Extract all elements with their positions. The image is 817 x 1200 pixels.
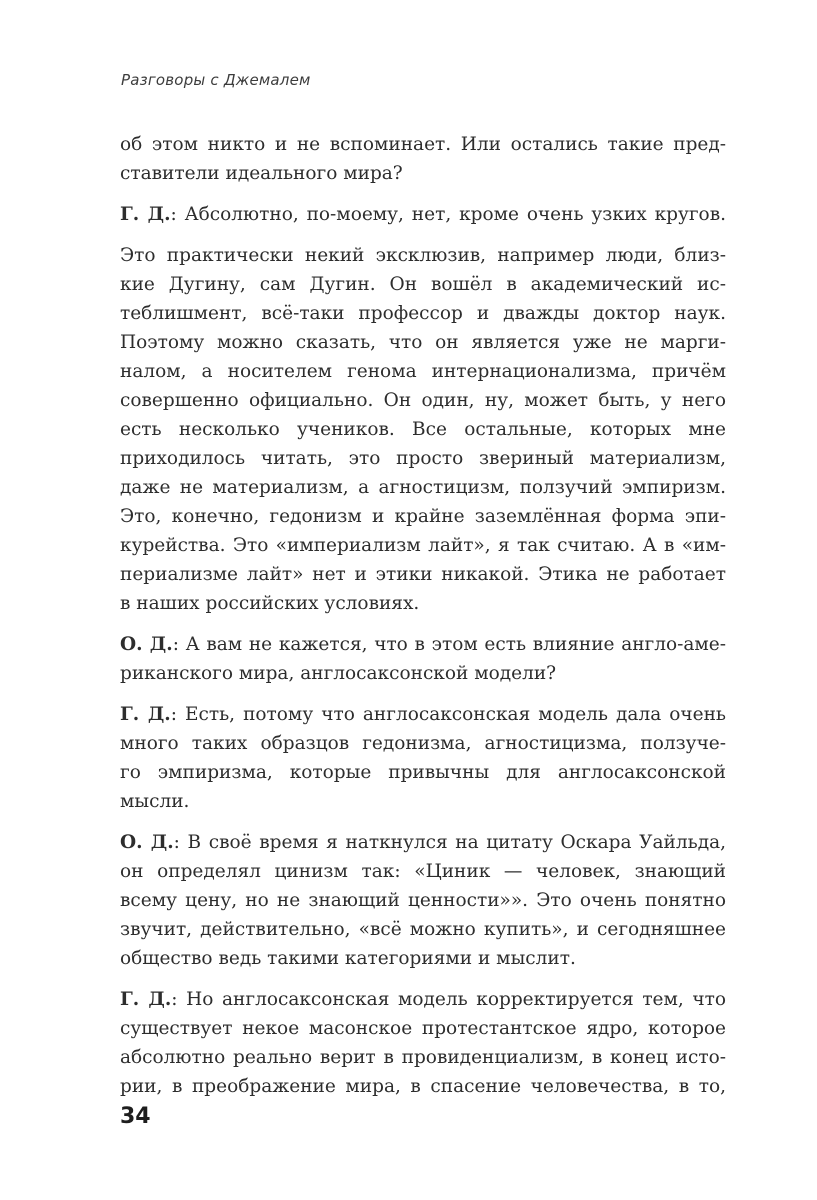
text-line: всему цену, но не знающий ценности»». Это очень понятно bbox=[120, 890, 726, 911]
paragraph bbox=[120, 200, 726, 229]
text-line: риканского мира, англосаксонской модели? bbox=[120, 663, 557, 684]
text-line: го эмпиризма, которые привычны для англосаксонской bbox=[120, 762, 726, 783]
text-line: приходилось читать, это просто звериный материализм, bbox=[120, 448, 726, 469]
page-text bbox=[120, 130, 726, 1113]
running-head: Разговоры с Джемалем bbox=[121, 71, 311, 89]
text-line: Г. Д.: Абсолютно, по-моему, нет, кроме очень узких кругов. bbox=[120, 204, 726, 225]
paragraph bbox=[120, 241, 726, 618]
text-line: Это практически некий эксклюзив, например люди, близ- bbox=[120, 245, 726, 266]
text-line: Это, конечно, гедонизм и крайне заземлённая форма эпи- bbox=[120, 506, 726, 527]
paragraph bbox=[120, 630, 726, 688]
paragraph bbox=[120, 700, 726, 816]
text-line: кие Дугину, сам Дугин. Он вошёл в академический ис- bbox=[120, 274, 726, 295]
text-line: об этом никто и не вспоминает. Или остались такие пред- bbox=[120, 134, 726, 155]
speaker-label: Г. Д. bbox=[120, 704, 171, 725]
text-line: О. Д.: А вам не кажется, что в этом есть влияние англо-аме- bbox=[120, 634, 727, 655]
paragraph bbox=[120, 828, 726, 973]
text-line: рии, в преображение мира, в спасение человечества, в то, bbox=[120, 1076, 726, 1097]
text-line: даже не материализм, а агностицизм, ползучий эмпиризм. bbox=[120, 477, 726, 498]
speaker-label: Г. Д. bbox=[120, 989, 172, 1010]
text-line: налом, а носителем генома интернационализма, причём bbox=[120, 361, 726, 382]
text-line: есть несколько учеников. Все остальные, которых мне bbox=[120, 419, 726, 440]
text-line: существует некое масонское протестантское ядро, которое bbox=[120, 1018, 726, 1039]
text-line: он определял цинизм так: «Циник — человек, знающий bbox=[120, 861, 726, 882]
text-line: Г. Д.: Но англосаксонская модель корректируется тем, что bbox=[120, 989, 726, 1010]
text-line: звучит, действительно, «всё можно купить», и сегодняшнее bbox=[120, 919, 726, 940]
paragraph bbox=[120, 130, 726, 188]
text-line: теблишмент, всё-таки профессор и дважды доктор наук. bbox=[120, 303, 726, 324]
speaker-label: Г. Д. bbox=[120, 204, 171, 225]
page-number: 34 bbox=[120, 1104, 151, 1129]
text-line: много таких образцов гедонизма, агностицизма, ползуче- bbox=[120, 733, 726, 754]
text-line: мысли. bbox=[120, 791, 190, 812]
text-line: абсолютно реально верит в провиденциализм, в конец исто- bbox=[120, 1047, 726, 1068]
text-line: ставители идеального мира? bbox=[120, 163, 403, 184]
text-line: общество ведь такими категориями и мыслит. bbox=[120, 948, 576, 969]
text-line: совершенно официально. Он один, ну, может быть, у него bbox=[120, 390, 726, 411]
text-line: в наших российских условиях. bbox=[120, 593, 420, 614]
paragraph bbox=[120, 985, 726, 1101]
text-line: периализме лайт» нет и этики никакой. Этика не работает bbox=[120, 564, 726, 585]
text-line: Поэтому можно сказать, что он является уже не марги- bbox=[120, 332, 726, 353]
text-line: Г. Д.: Есть, потому что англосаксонская модель дала очень bbox=[120, 704, 726, 725]
text-line: О. Д.: В своё время я наткнулся на цитату Оскара Уайльда, bbox=[120, 832, 727, 853]
speaker-label: О. Д. bbox=[120, 634, 173, 655]
text-line: курейства. Это «империализм лайт», я так считаю. А в «им- bbox=[120, 535, 726, 556]
speaker-label: О. Д. bbox=[120, 832, 174, 853]
